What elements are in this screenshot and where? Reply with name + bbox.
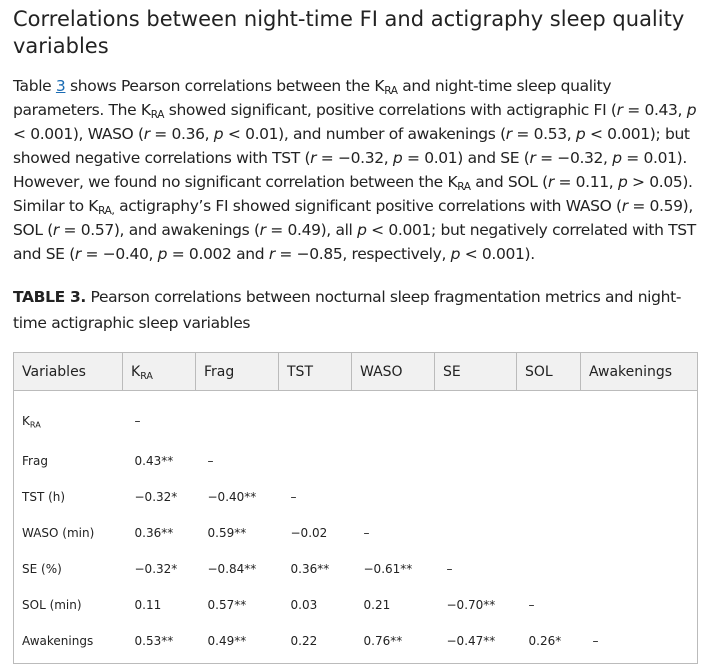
table-cell: – [290,490,297,504]
table-cell: 0.03 [290,598,318,612]
table-cell: −0.32* [134,490,178,504]
table-cell: – [207,454,214,468]
table-cell [581,479,698,515]
header-kra: $K_{RA}$ [123,353,196,391]
table-cell: 0.26* [528,634,562,648]
table-cell: −0.32* [134,562,178,576]
table-cell: −0.40** [207,490,257,504]
table-cell [435,479,517,515]
row-label: SE (%) [22,562,62,576]
header-tst: TST [279,353,352,391]
table-cell: 0.59** [207,526,247,540]
table-cell: – [592,634,599,648]
row-label: SOL (min) [22,598,82,612]
table-cell [517,551,581,587]
row-label: TST (h) [22,490,66,504]
section-title: Correlations between night-time FI and actigraphy sleep quality variables [13,7,685,58]
header-sol: SOL [517,353,581,391]
table-cell [279,391,352,444]
table-cell: 0.36** [290,562,330,576]
table-cell [517,391,581,444]
table-cell: 0.49** [207,634,247,648]
table-cell: 0.22 [290,634,318,648]
table-cell [196,391,279,444]
table-cell [352,443,435,479]
table-cell: 0.76** [363,634,403,648]
table-cell: – [528,598,535,612]
table-cell [352,479,435,515]
row-label: Frag [22,454,48,468]
table-cell [435,443,517,479]
table-cell [581,587,698,623]
table-cell: 0.21 [363,598,391,612]
table-row-frag [14,443,698,479]
table-cell: 0.36** [134,526,174,540]
table-row-waso [14,515,698,551]
table-cell: 0.53** [134,634,174,648]
table-row-se [14,551,698,587]
table-cell [581,391,698,444]
table-header-row [14,353,698,391]
table-row-kra [14,391,698,444]
header-waso: WASO [352,353,435,391]
table-cell [352,391,435,444]
table-cell: – [363,526,370,540]
row-label: Awakenings [22,634,94,648]
table-3-link[interactable]: 3 [55,77,66,95]
correlation-table [13,352,698,664]
header-se: SE [435,353,517,391]
table-cell [581,551,698,587]
row-label: WASO (min) [22,526,95,540]
table-cell [581,515,698,551]
table-cell [435,391,517,444]
table-cell: −0.47** [446,634,496,648]
table-caption-text: Pearson correlations between nocturnal sleep fragmentation metrics and night-time actigraphic sleep variables [13,288,682,332]
table-caption-label: TABLE 3. [13,288,86,306]
table-cell [435,515,517,551]
row-label-kra: $K_{RA}$ [22,414,41,430]
header-variables: Variables [14,353,123,391]
table-row-awakenings [14,623,698,664]
table-cell: 0.57** [207,598,247,612]
table-cell: – [134,414,141,428]
table-cell: −0.02 [290,526,328,540]
table-cell [581,443,698,479]
table-cell [517,515,581,551]
table-cell: 0.43** [134,454,174,468]
table-cell: −0.84** [207,562,257,576]
header-awakenings: Awakenings [581,353,698,391]
table-cell: 0.11 [134,598,162,612]
table-cell: – [446,562,453,576]
table-cell [517,479,581,515]
table-cell [517,443,581,479]
table-row-sol [14,587,698,623]
table-row-tst [14,479,698,515]
table-cell: −0.70** [446,598,496,612]
table-cell: −0.61** [363,562,413,576]
results-paragraph: Table 3 shows Pearson correlations between the $K_{RA}$ and night-time sleep quality parameters. The $K_{RA}$ showed significant, positive correlations with actigraphic FI (r = 0.43, p < 0.001), WASO (r = 0.36, p < 0.01), and number of awakenings (r = 0.53, p < 0.001); but showed negative correlations with TST (r = −0.32, p = 0.01) and SE (r = −0.32, p = 0.01). However, we found no significant correlation between the $K_{RA}$ and SOL (r = 0.11, p > 0.05). Similar to $K_{RA,}$ actigraphy’s FI showed significant positive correlations with WASO (r = 0.59), SOL (r = 0.57), and awakenings (r = 0.49), all p < 0.001; but negatively correlated with TST and SE (r = −0.40, p = 0.002 and r = −0.85, respectively, p < 0.001). [13,77,697,263]
table-caption [13,284,697,336]
table-cell [279,443,352,479]
header-frag: Frag [196,353,279,391]
